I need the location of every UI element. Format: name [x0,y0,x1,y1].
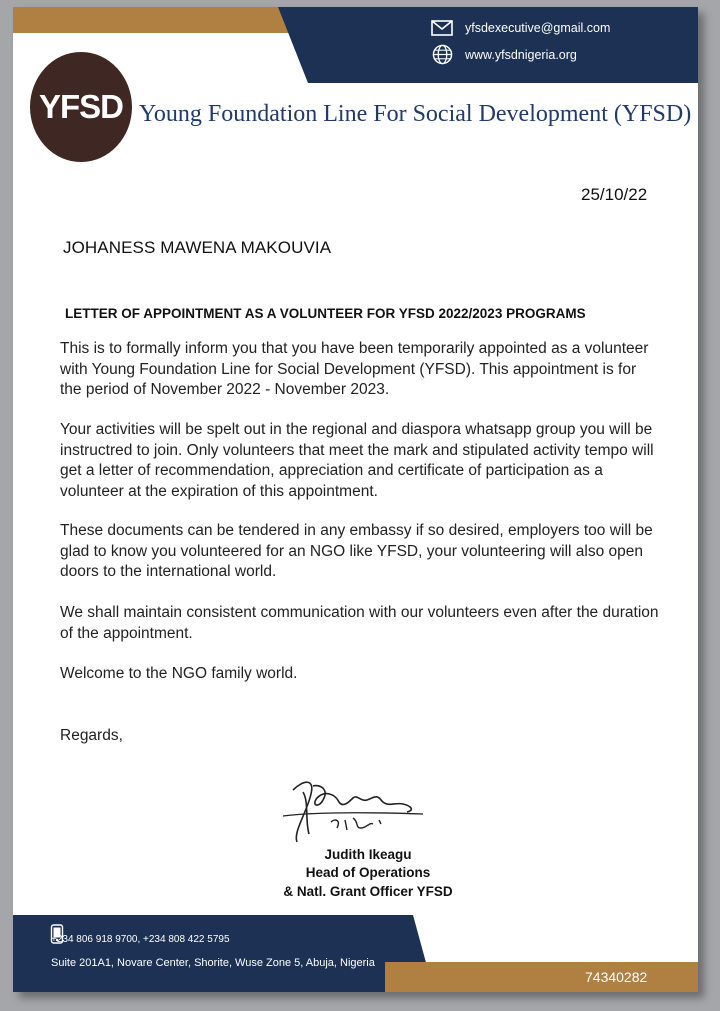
paragraph-activities: Your activities will be spelt out in the regional and diaspora whatsapp group you will be instructred to join. Only volunteers that meet the mark and stipulated activity tempo will get a letter of recommendation, appreciation and certificate of participation as a volunteer at the expiration of this appointment. [60,421,654,500]
closing-regards: Regards, [60,727,123,744]
paragraph-welcome: Welcome to the NGO family world. [60,665,298,682]
footer-gold-band [385,962,698,992]
recipient-name: JOHANESS MAWENA MAKOUVIA [63,238,332,257]
globe-icon [432,44,453,65]
letter-page [13,7,698,992]
footer-address: Suite 201A1, Novare Center, Shorite, Wuse Zone 5, Abuja, Nigeria [51,957,375,969]
reference-number: 74340282 [585,969,648,985]
signatory-title: Head of Operations [305,865,431,880]
yfsd-logo [30,52,132,162]
footer-phone-numbers[interactable]: +234 806 918 9700, +234 808 422 5795 [51,934,230,945]
header-website-row [432,44,577,65]
organization-name: Young Foundation Line For Social Development (YFSD) [139,101,692,127]
header-gold-band [13,7,325,33]
handwritten-signature [263,772,433,852]
logo-text: YFSD [38,88,123,125]
header-website[interactable]: www.yfsdnigeria.org [465,47,577,62]
signatory-name: Judith Ikeagu [324,847,412,862]
paragraph-documents: These documents can be tendered in any embassy if so desired, employers too will be glad to know you volunteered for an NGO like YFSD, your volunteering will also open doors to the international world. [60,522,653,580]
signatory-title-2: & Natl. Grant Officer YFSD [283,884,453,899]
envelope-icon [431,20,453,36]
footer-navy-band [13,915,434,992]
paragraph-communication: We shall maintain consistent communication with our volunteers even after the duration of the appointment. [60,604,659,642]
letter-subject: LETTER OF APPOINTMENT AS A VOLUNTEER FOR YFSD 2022/2023 PROGRAMS [65,306,586,321]
paragraph-appointment: This is to formally inform you that you have been temporarily appointed as a volunteer with Young Foundation Line for Social Development (YFSD). This appointment is for the period of November 2022 - November 2023. [60,340,649,398]
header-email[interactable]: yfsdexecutive@gmail.com [465,21,611,35]
letter-date: 25/10/22 [581,185,648,204]
header-email-row [431,20,610,36]
